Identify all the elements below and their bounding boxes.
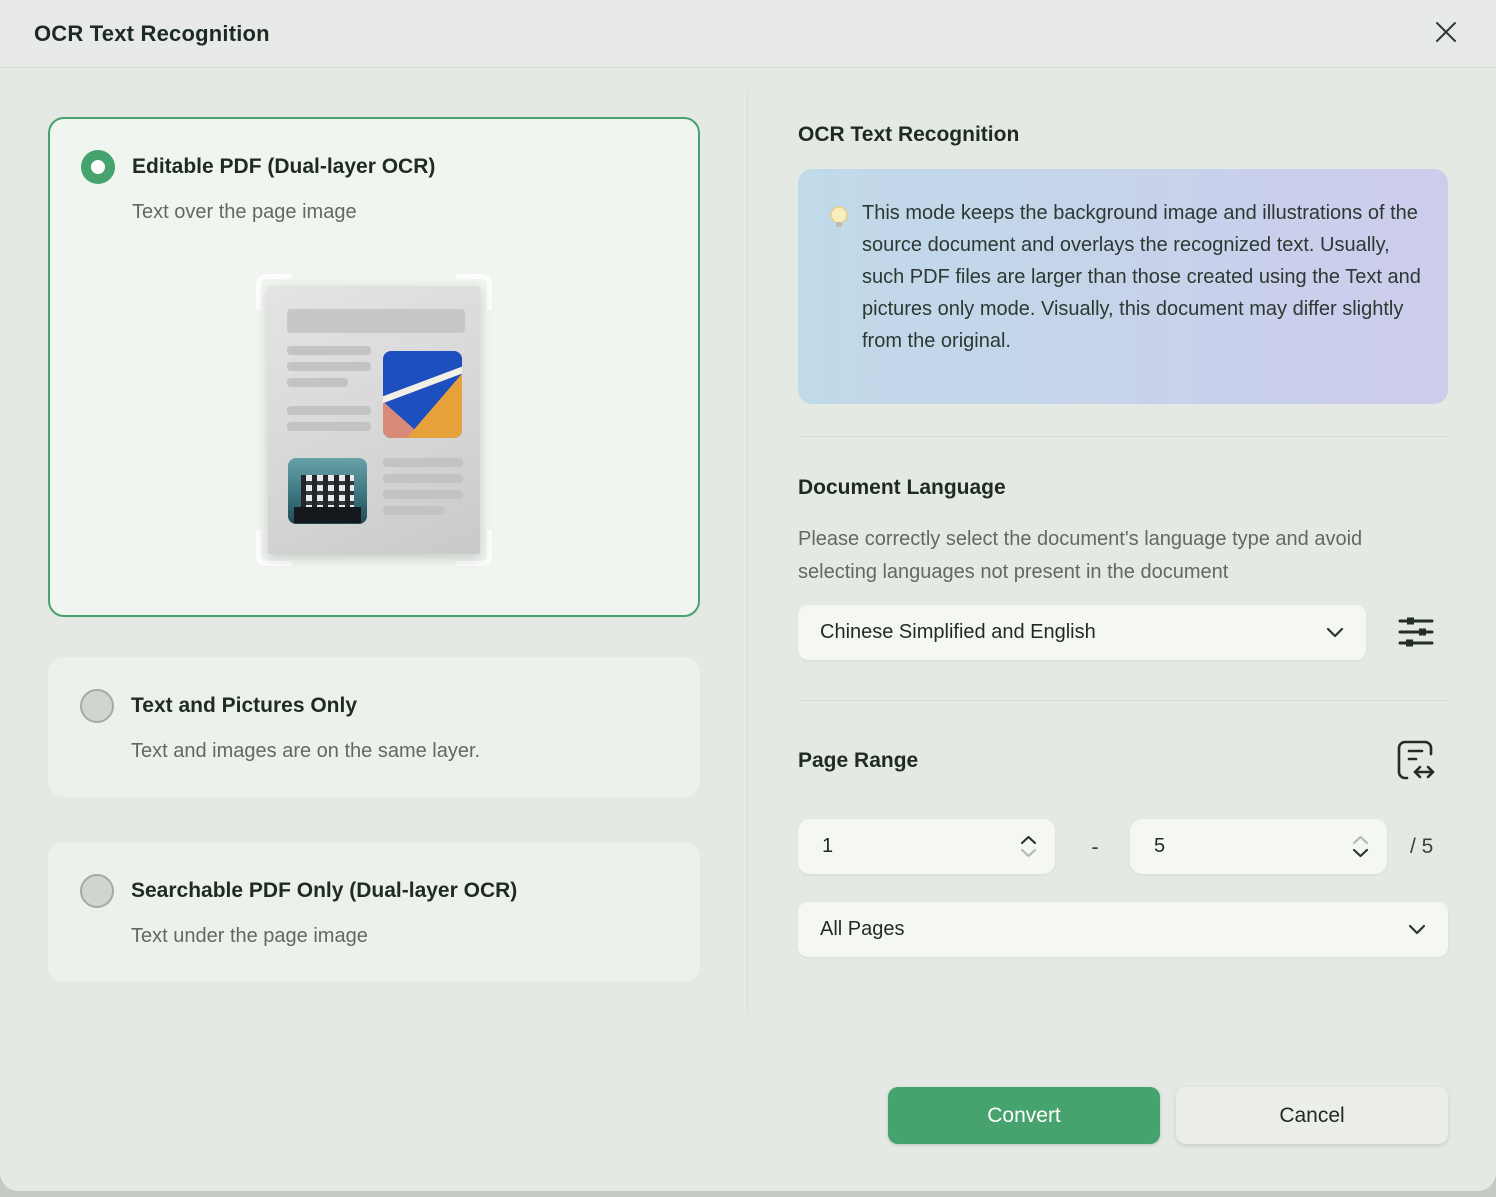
decrement-icon[interactable] <box>1352 848 1369 858</box>
range-separator: - <box>1091 833 1099 859</box>
page-mode-value: All Pages <box>820 918 905 940</box>
dialog-content <box>0 68 1496 1191</box>
language-select[interactable] <box>798 605 1366 660</box>
page-mode-select[interactable] <box>798 902 1448 957</box>
info-text: This mode keeps the background image and illustrations of the source document and overlays the recognized text. Usually, such PDF files are larger than those created using the Text and pictures only mode. Visually, this document may differ slightly from the original. <box>862 202 1421 352</box>
page-to-input[interactable] <box>1130 819 1387 874</box>
convert-button[interactable]: Convert <box>888 1087 1160 1144</box>
sliders-tune-icon <box>1397 613 1435 654</box>
option-searchable-pdf[interactable] <box>48 842 700 982</box>
option-title: Editable PDF (Dual-layer OCR) <box>132 155 436 178</box>
language-description: Please correctly select the document's language type and avoid selecting languages not present in the document <box>798 528 1363 583</box>
option-title: Searchable PDF Only (Dual-layer OCR) <box>131 879 518 902</box>
lightbulb-icon <box>828 205 850 236</box>
option-editable-pdf[interactable] <box>48 117 700 617</box>
text-line <box>287 346 371 355</box>
total-pages-label: / 5 <box>1410 834 1434 858</box>
chevron-down-icon <box>1326 621 1344 644</box>
radio-unselected-icon[interactable] <box>80 874 114 908</box>
text-line <box>287 406 371 415</box>
title-bar <box>0 0 1496 68</box>
chevron-down-icon <box>1408 918 1426 941</box>
custom-page-range-button[interactable] <box>1392 737 1440 789</box>
text-line <box>383 474 463 483</box>
paper-page <box>268 286 480 554</box>
advanced-language-settings-button[interactable] <box>1394 611 1438 655</box>
decrement-icon[interactable] <box>1020 848 1037 858</box>
text-line <box>383 490 463 499</box>
section-divider <box>798 700 1448 701</box>
panel-divider <box>747 89 748 1014</box>
cancel-button[interactable]: Cancel <box>1176 1087 1448 1144</box>
radio-unselected-icon[interactable] <box>80 689 114 723</box>
page-from-input[interactable] <box>798 819 1055 874</box>
page-from-value: 1 <box>822 835 834 857</box>
text-line <box>383 506 445 515</box>
option-subtitle: Text under the page image <box>131 925 368 947</box>
page-to-value: 5 <box>1154 835 1166 857</box>
dialog-title: OCR Text Recognition <box>34 20 270 46</box>
option-title: Text and Pictures Only <box>131 694 358 717</box>
section-heading-page-range: Page Range <box>798 749 919 772</box>
option-subtitle: Text and images are on the same layer. <box>131 740 481 762</box>
section-heading-ocr: OCR Text Recognition <box>798 123 1020 146</box>
close-icon <box>1433 19 1459 48</box>
radio-selected-icon[interactable] <box>81 150 115 184</box>
text-line <box>287 422 371 431</box>
photo-facade <box>288 458 367 524</box>
close-button[interactable] <box>1426 14 1466 54</box>
document-preview-illustration <box>256 274 492 566</box>
page-width-arrows-icon <box>1395 738 1437 789</box>
text-line <box>287 378 348 387</box>
text-block <box>287 309 465 333</box>
option-subtitle: Text over the page image <box>132 201 357 223</box>
photo-buildings <box>383 351 462 438</box>
language-select-value: Chinese Simplified and English <box>820 621 1096 643</box>
increment-icon[interactable] <box>1020 835 1037 845</box>
text-line <box>383 458 463 467</box>
increment-icon[interactable] <box>1352 835 1369 845</box>
info-box <box>798 169 1448 404</box>
section-heading-language: Document Language <box>798 476 1006 499</box>
text-line <box>287 362 371 371</box>
section-divider <box>798 436 1448 437</box>
option-text-and-pictures[interactable] <box>48 657 700 797</box>
